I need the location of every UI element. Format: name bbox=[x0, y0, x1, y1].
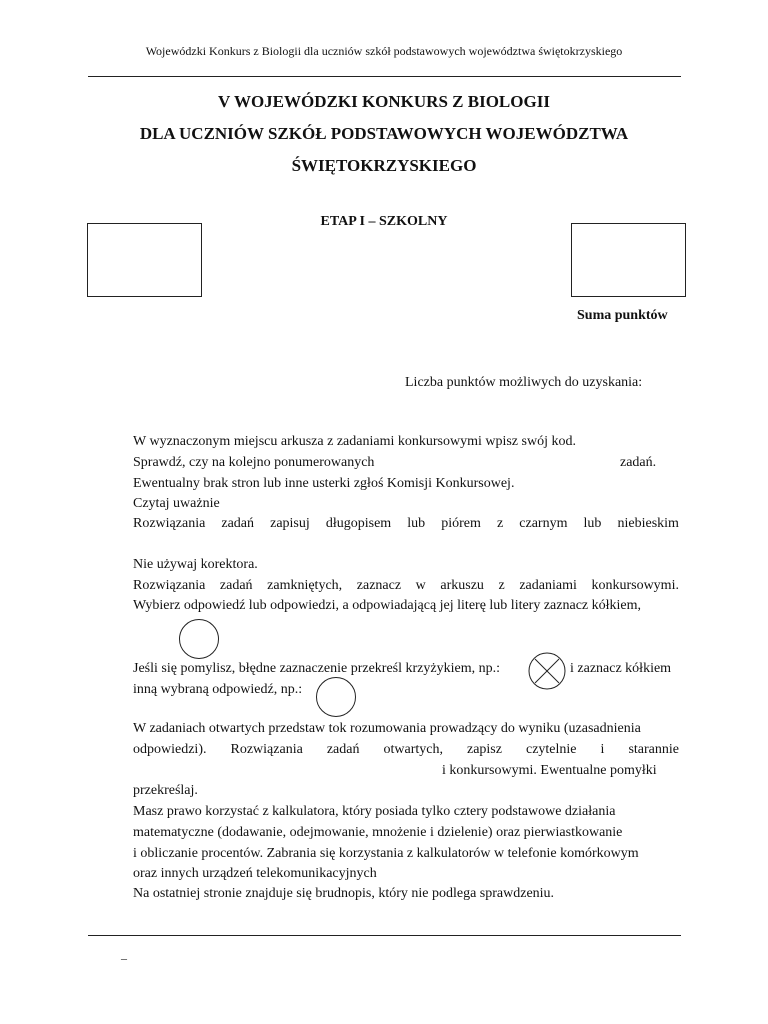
instruction-line: przekreślaj. bbox=[133, 783, 198, 798]
instruction-line: Jeśli się pomylisz, błędne zaznaczenie przekreśl krzyżykiem, np.: bbox=[133, 661, 500, 676]
instruction-line: oraz innych urządzeń telekomunikacyjnych bbox=[133, 866, 377, 881]
word: zamkniętych, bbox=[267, 578, 343, 593]
word: zapisuj bbox=[270, 516, 310, 531]
running-header: Wojewódzki Konkurs z Biologii dla uczniów szkół podstawowych województwa świętokrzyskiego bbox=[145, 44, 623, 58]
word: lub bbox=[583, 516, 602, 531]
word: Rozwiązania bbox=[230, 742, 303, 757]
instruction-line-end: i konkursowymi. Ewentualne pomyłki bbox=[442, 763, 657, 778]
word: konkursowymi. bbox=[591, 578, 679, 593]
instruction-line-justified bbox=[133, 578, 679, 594]
instruction-line: matematyczne (dodawanie, odejmowanie, mnożenie i dzielenie) oraz pierwiastkowanie bbox=[133, 825, 623, 840]
contest-title-line-1: V WOJEWÓDZKI KONKURS Z BIOLOGII bbox=[218, 92, 550, 111]
word: z bbox=[496, 516, 504, 531]
word: czarnym bbox=[519, 516, 568, 531]
stage-label: ETAP I – SZKOLNY bbox=[320, 214, 448, 229]
word: zapisz bbox=[466, 742, 502, 757]
word: czytelnie bbox=[525, 742, 577, 757]
contest-title-line-3: ŚWIĘTOKRZYSKIEGO bbox=[291, 156, 477, 175]
instruction-line: Czytaj uważnie bbox=[133, 496, 220, 511]
instruction-line: inną wybraną odpowiedź, np.: bbox=[133, 682, 303, 697]
points-box bbox=[571, 223, 686, 297]
contest-title-line-2: DLA UCZNIÓW SZKÓŁ PODSTAWOWYCH WOJEWÓDZTWA bbox=[139, 124, 629, 143]
word: piórem bbox=[441, 516, 481, 531]
instruction-line: W zadaniach otwartych przedstaw tok rozumowania prowadzący do wyniku (uzasadnienia bbox=[133, 721, 641, 736]
footer-mark: – bbox=[121, 951, 127, 965]
word: zaznacz bbox=[356, 578, 402, 593]
example-circle-icon bbox=[179, 619, 219, 659]
word: odpowiedzi). bbox=[133, 742, 207, 757]
word: lub bbox=[407, 516, 426, 531]
word: niebieskim bbox=[617, 516, 679, 531]
word: Rozwiązania bbox=[133, 516, 206, 531]
word: i bbox=[600, 742, 605, 757]
instruction-line-end: i zaznacz kółkiem bbox=[570, 661, 672, 676]
word: z bbox=[498, 578, 505, 593]
instruction-line: Sprawdź, czy na kolejno ponumerowanych bbox=[133, 455, 375, 470]
instruction-line: Wybierz odpowiedź lub odpowiedzi, a odpowiadającą jej literę lub litery zaznacz kółkiem, bbox=[133, 598, 642, 613]
word: starannie bbox=[628, 742, 679, 757]
footer-rule bbox=[88, 935, 681, 936]
instruction-line: Nie używaj korektora. bbox=[133, 557, 258, 572]
code-box bbox=[87, 223, 202, 297]
word: zadań bbox=[221, 516, 255, 531]
instruction-line: i obliczanie procentów. Zabrania się korzystania z kalkulatorów w telefonie komórkowym bbox=[133, 846, 639, 861]
instruction-line-justified bbox=[133, 516, 679, 532]
word: zadaniami bbox=[519, 578, 577, 593]
instruction-line: Na ostatniej stronie znajduje się brudnopis, który nie podlega sprawdzeniu. bbox=[133, 886, 555, 901]
word: zadań bbox=[219, 578, 253, 593]
word: długopisem bbox=[325, 516, 392, 531]
instruction-line: W wyznaczonym miejscu arkusza z zadaniami konkursowymi wpisz swój kod. bbox=[133, 434, 576, 449]
word: otwartych, bbox=[383, 742, 443, 757]
header-rule bbox=[88, 76, 681, 77]
word: zadań bbox=[326, 742, 360, 757]
instruction-line: Ewentualny brak stron lub inne usterki zgłoś Komisji Konkursowej. bbox=[133, 476, 515, 491]
word: w bbox=[415, 578, 426, 593]
sum-points-label: Suma punktów bbox=[577, 308, 668, 323]
max-points-label: Liczba punktów możliwych do uzyskania: bbox=[405, 375, 643, 390]
example-circle-icon bbox=[316, 677, 356, 717]
word: arkuszu bbox=[440, 578, 484, 593]
instruction-line-justified bbox=[133, 742, 679, 758]
instruction-line-end: zadań. bbox=[620, 455, 657, 470]
crossed-circle-icon bbox=[527, 651, 567, 691]
instruction-line: Masz prawo korzystać z kalkulatora, który posiada tylko cztery podstawowe działania bbox=[133, 804, 616, 819]
word: Rozwiązania bbox=[133, 578, 206, 593]
